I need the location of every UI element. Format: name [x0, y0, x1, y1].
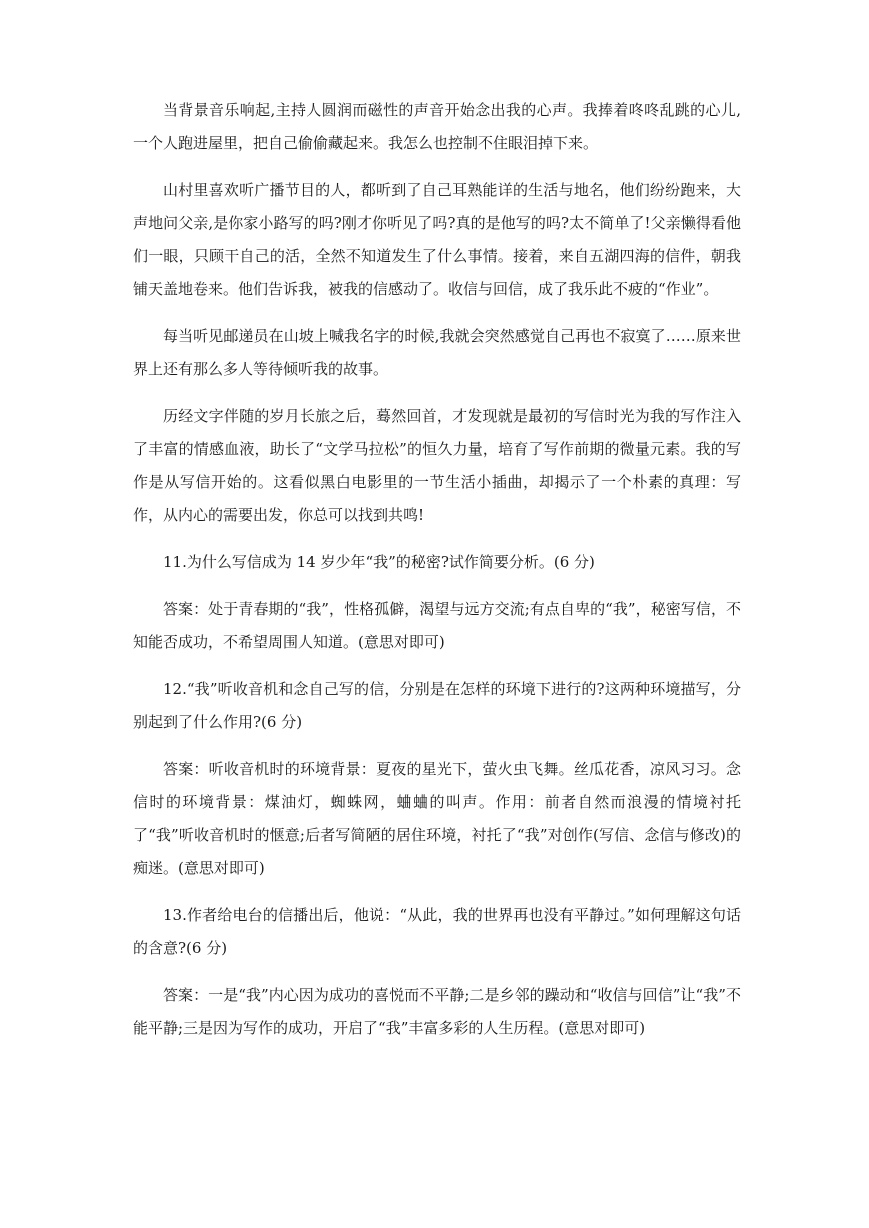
question-12: 12.“我”听收音机和念自己写的信，分别是在怎样的环境下进行的?这两种环境描写，分别起到了什么作用?(6 分) [133, 680, 741, 731]
story-paragraph-4: 历经文字伴随的岁月长旅之后，蓦然回首，才发现就是最初的写信时光为我的写作注入了丰富的情感血液，助长了“文学马拉松”的恒久力量，培育了写作前期的微量元素。我的写作是从写信开始的。这看似黑白电影里的一节生活小插曲，却揭示了一个朴素的真理：写作，从内心的需要出发，你总可以找到共鸣! [133, 407, 741, 524]
story-paragraph-3: 每当听见邮递员在山坡上喊我名字的时候,我就会突然感觉自己再也不寂寞了……原来世界上还有那么多人等待倾听我的故事。 [133, 327, 741, 378]
document-page [133, 94, 741, 1045]
answer-11: 答案：处于青春期的“我”，性格孤僻，渴望与远方交流;有点自卑的“我”，秘密写信，不知能否成功，不希望周围人知道。(意思对即可) [133, 600, 741, 651]
question-13: 13.作者给电台的信播出后，他说：“从此，我的世界再也没有平静过。”如何理解这句话的含意?(6 分) [133, 906, 741, 957]
answer-13: 答案：一是“我”内心因为成功的喜悦而不平静;二是乡邻的躁动和“收信与回信”让“我”不能平静;三是因为写作的成功，开启了“我”丰富多彩的人生历程。(意思对即可) [133, 986, 741, 1037]
answer-12: 答案：听收音机时的环境背景：夏夜的星光下，萤火虫飞舞。丝瓜花香，凉风习习。念信时的环境背景：煤油灯，蜘蛛网，蛐蛐的叫声。作用：前者自然而浪漫的情境衬托了“我”听收音机时的惬意;后者写简陋的居住环境，衬托了“我”对创作(写信、念信与修改)的痴迷。(意思对即可) [133, 760, 741, 877]
story-paragraph-1: 当背景音乐响起,主持人圆润而磁性的声音开始念出我的心声。我捧着咚咚乱跳的心儿,一个人跑进屋里，把自己偷偷藏起来。我怎么也控制不住眼泪掉下来。 [133, 101, 741, 152]
story-paragraph-2: 山村里喜欢听广播节目的人，都听到了自己耳熟能详的生活与地名，他们纷纷跑来，大声地问父亲,是你家小路写的吗?刚才你听见了吗?真的是他写的吗?太不简单了!父亲懒得看他们一眼，只顾干自己的活，全然不知道发生了什么事情。接着，来自五湖四海的信件，朝我铺天盖地卷来。他们告诉我，被我的信感动了。收信与回信，成了我乐此不疲的“作业”。 [133, 181, 741, 298]
question-11: 11.为什么写信成为 14 岁少年“我”的秘密?试作简要分析。(6 分) [163, 553, 595, 571]
